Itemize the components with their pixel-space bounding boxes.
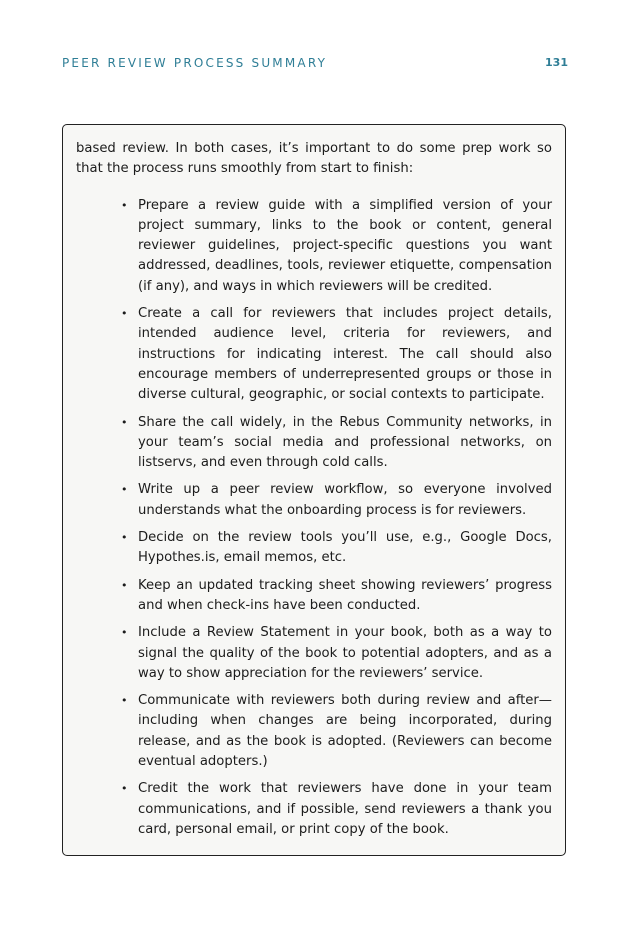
bullet-item-call-for-reviewers: • Create a call for reviewers that includes project details, intended audience level, criteria for reviewers, and instructions for indicating interest. The call should also encourage members of underrepresented groups or those in diverse cultural, geographic, or social contexts to participate. — [138, 304, 552, 405]
bullet-item-credit: • Credit the work that reviewers have done in your team communications, and if possible, send reviewers a thank you card, personal email, or print copy of the book. — [138, 779, 552, 840]
bullet-list — [76, 196, 552, 841]
bullet-item-review-statement: • Include a Review Statement in your book, both as a way to signal the quality of the book to potential adopters, and as a way to show appreciation for the reviewers’ service. — [138, 623, 552, 684]
bullet-item-review-guide: • Prepare a review guide with a simplified version of your project summary, links to the book or content, general reviewer guidelines, project-specific questions you want addressed, deadlines, tools, reviewer etiquette, compensation (if any), and ways in which reviewers will be credited. — [138, 196, 552, 297]
bullet-item-communicate: • Communicate with reviewers both during review and after—including when changes are being incorporated, during release, and as the book is adopted. (Reviewers can become eventual adopters.) — [138, 691, 552, 772]
sidebar-box — [62, 124, 566, 856]
bullet-item-share-call: • Share the call widely, in the Rebus Community networks, in your team’s social media and professional networks, on listservs, and even through cold calls. — [138, 413, 552, 474]
bullet-item-tracking-sheet: • Keep an updated tracking sheet showing reviewers’ progress and when check-ins have been conducted. — [138, 576, 552, 617]
running-header-title: PEER REVIEW PROCESS SUMMARY — [62, 56, 328, 70]
bullet-item-workflow: • Write up a peer review workflow, so everyone involved understands what the onboarding process is for reviewers. — [138, 480, 552, 521]
bullet-item-review-tools: • Decide on the review tools you’ll use, e.g., Google Docs, Hypothes.is, email memos, etc. — [138, 528, 552, 569]
page-number: 131 — [545, 56, 568, 69]
intro-paragraph: based review. In both cases, it’s important to do some prep work so that the process runs smoothly from start to finish: — [76, 141, 552, 177]
